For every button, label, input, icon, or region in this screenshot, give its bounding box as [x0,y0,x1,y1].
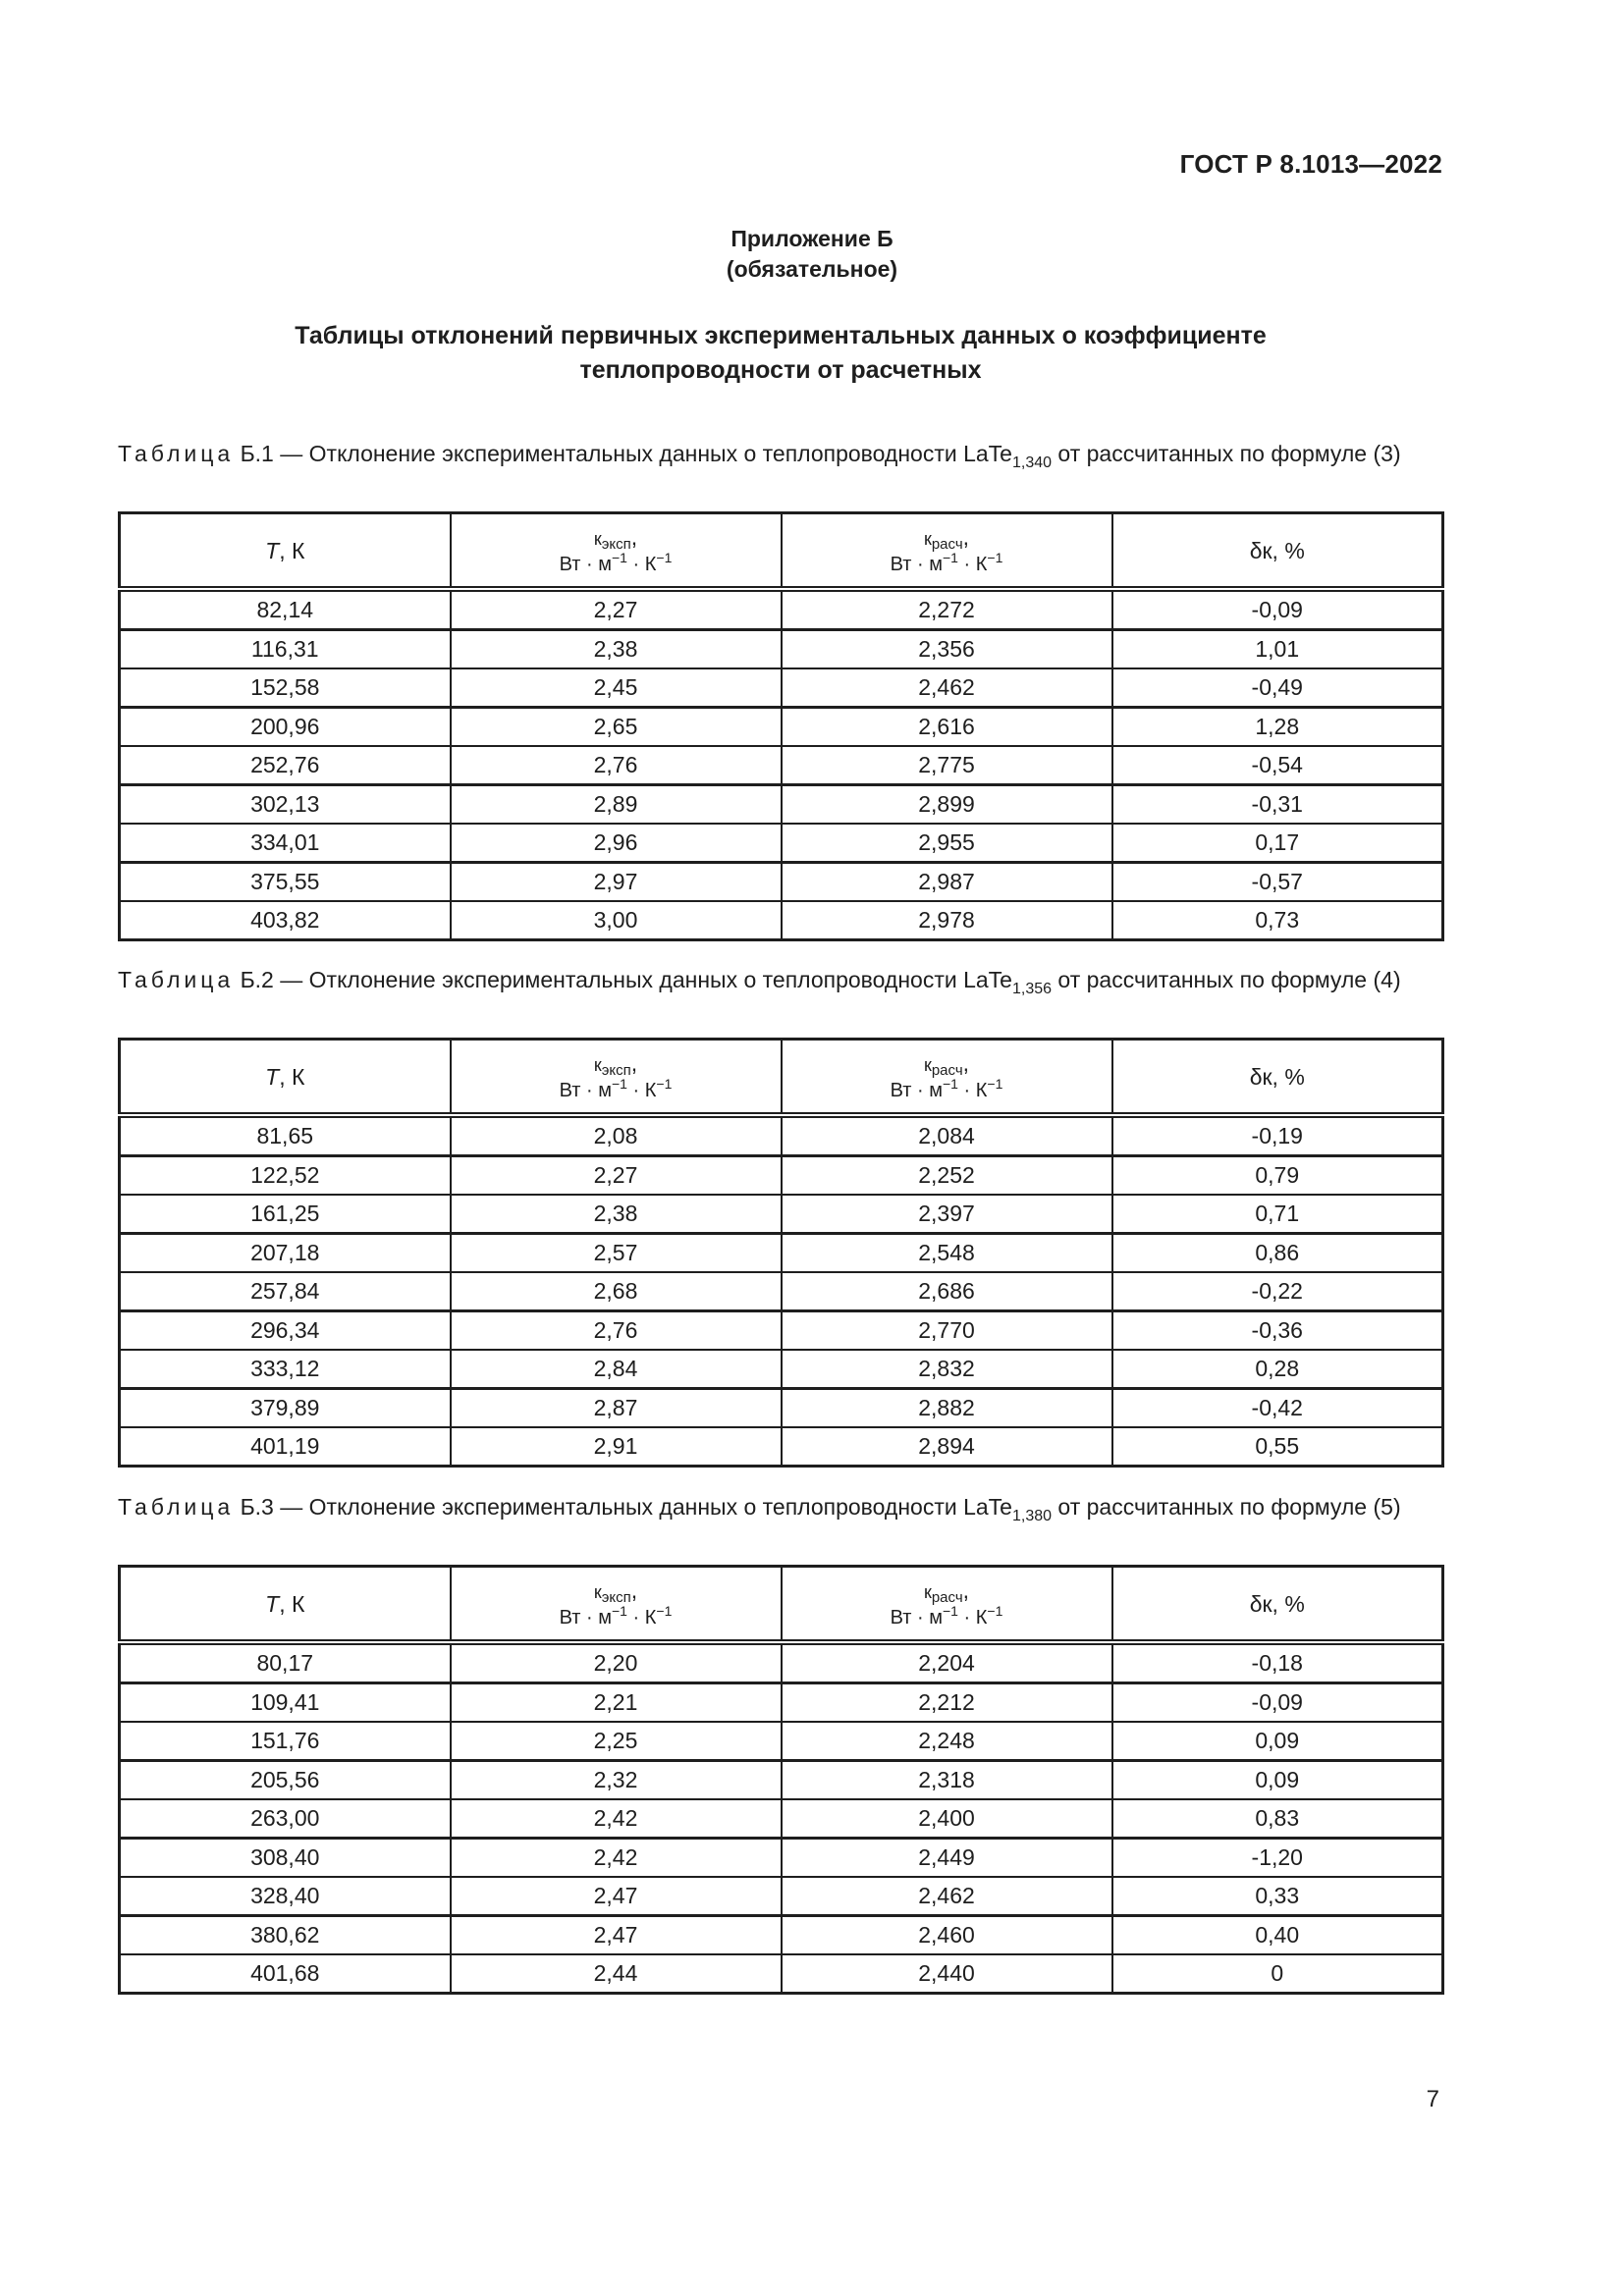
page-number: 7 [1426,2086,1439,2112]
cell-k-exp: 2,89 [451,785,782,825]
cell-deviation: 0,73 [1112,901,1443,940]
cell-temperature: 82,14 [120,589,451,630]
cell-k-exp: 2,38 [451,630,782,669]
cell-k-calc: 2,462 [782,668,1112,708]
table-row [120,589,1443,630]
table-row [120,1115,1443,1156]
table-label: Таблица [118,441,235,466]
caption-subscript: 1,380 [1011,1508,1053,1524]
cell-k-exp: 2,97 [451,863,782,902]
cell-deviation: -0,54 [1112,746,1443,785]
cell-k-calc: 2,955 [782,824,1112,863]
cell-k-calc: 2,449 [782,1839,1112,1878]
cell-k-exp: 2,57 [451,1234,782,1273]
cell-k-calc: 2,204 [782,1642,1112,1683]
cell-k-exp: 2,87 [451,1389,782,1428]
cell-temperature: 328,40 [120,1877,451,1916]
cell-k-exp: 2,76 [451,1311,782,1351]
cell-deviation: 0,09 [1112,1761,1443,1800]
cell-k-calc: 2,460 [782,1916,1112,1955]
cell-deviation: 1,01 [1112,630,1443,669]
column-header-deviation: δк, % [1112,513,1443,590]
cell-deviation: 0,55 [1112,1427,1443,1467]
cell-deviation: -1,20 [1112,1839,1443,1878]
table-row [120,1389,1443,1428]
cell-temperature: 334,01 [120,824,451,863]
caption-subscript: 1,340 [1011,454,1053,471]
cell-k-calc: 2,978 [782,901,1112,940]
table-row [120,1427,1443,1467]
column-header-deviation: δк, % [1112,1567,1443,1643]
table-row [120,1234,1443,1273]
cell-k-calc: 2,832 [782,1350,1112,1389]
cell-temperature: 151,76 [120,1722,451,1761]
table-header-row [120,1567,1443,1643]
table-row [120,1916,1443,1955]
cell-k-exp: 2,20 [451,1642,782,1683]
cell-k-exp: 2,08 [451,1115,782,1156]
cell-temperature: 161,25 [120,1195,451,1234]
cell-deviation: -0,19 [1112,1115,1443,1156]
table-row [120,1839,1443,1878]
table-row [120,1272,1443,1311]
cell-k-exp: 2,27 [451,1156,782,1196]
cell-temperature: 252,76 [120,746,451,785]
cell-k-calc: 2,084 [782,1115,1112,1156]
document-code: ГОСТ Р 8.1013—2022 [1179,149,1442,179]
table-b3 [118,1565,1444,1995]
caption-text: — Отклонение экспериментальных данных о теплопроводности LaTe [273,1494,1012,1520]
table-row [120,901,1443,940]
cell-k-exp: 2,44 [451,1954,782,1994]
cell-k-exp: 2,76 [451,746,782,785]
cell-temperature: 296,34 [120,1311,451,1351]
cell-k-exp: 2,42 [451,1839,782,1878]
cell-k-calc: 2,356 [782,630,1112,669]
caption-text: — Отклонение экспериментальных данных о теплопроводности LaTe [273,967,1012,992]
column-header-k-calc: $к_{расч}$, Вт · $м^{-1} \cdot К^{-1}$ [782,513,1112,590]
cell-deviation: 0,83 [1112,1799,1443,1839]
column-header-k-calc: $к_{расч}$, Вт · $м^{-1} \cdot К^{-1}$ [782,1567,1112,1643]
caption-subscript: 1,356 [1011,981,1053,997]
cell-deviation: 0 [1112,1954,1443,1994]
table-row [120,1350,1443,1389]
cell-deviation: 0,17 [1112,824,1443,863]
page-title [118,319,1443,388]
caption-text-end: от рассчитанных по формуле (5) [1052,1494,1401,1520]
cell-temperature: 80,17 [120,1642,451,1683]
cell-deviation: -0,18 [1112,1642,1443,1683]
table-row [120,630,1443,669]
cell-temperature: 109,41 [120,1683,451,1723]
table-number: Б.3 [240,1494,274,1520]
table-body [120,589,1443,940]
cell-k-exp: 2,47 [451,1877,782,1916]
column-header-k-exp: $к_{эксп}$, Вт · $м^{-1} \cdot К^{-1}$ [451,1567,782,1643]
table-label: Таблица [118,1494,235,1520]
cell-temperature: 379,89 [120,1389,451,1428]
table-body [120,1115,1443,1467]
caption-text: — Отклонение экспериментальных данных о теплопроводности LaTe [273,441,1012,466]
cell-deviation: -0,36 [1112,1311,1443,1351]
column-header-temperature: T, К [120,1040,451,1116]
appendix-heading [0,224,1624,285]
cell-deviation: 0,86 [1112,1234,1443,1273]
cell-k-exp: 2,84 [451,1350,782,1389]
cell-k-calc: 2,548 [782,1234,1112,1273]
cell-k-calc: 2,462 [782,1877,1112,1916]
cell-k-calc: 2,882 [782,1389,1112,1428]
table-caption-b3 [118,1492,1443,1522]
column-header-k-exp: $к_{эксп}$, Вт · $м^{-1} \cdot К^{-1}$ [451,513,782,590]
cell-deviation: -0,49 [1112,668,1443,708]
table-row [120,1156,1443,1196]
caption-text-end: от рассчитанных по формуле (4) [1052,967,1401,992]
cell-deviation: -0,09 [1112,1683,1443,1723]
cell-k-exp: 2,21 [451,1683,782,1723]
cell-k-calc: 2,894 [782,1427,1112,1467]
cell-k-exp: 2,42 [451,1799,782,1839]
cell-k-calc: 2,248 [782,1722,1112,1761]
cell-deviation: -0,09 [1112,589,1443,630]
cell-temperature: 403,82 [120,901,451,940]
table-number: Б.1 [240,441,274,466]
cell-temperature: 263,00 [120,1799,451,1839]
table-row [120,1954,1443,1994]
appendix-title: Приложение Б [731,226,893,251]
cell-k-calc: 2,212 [782,1683,1112,1723]
cell-k-exp: 2,45 [451,668,782,708]
cell-k-calc: 2,400 [782,1799,1112,1839]
cell-deviation: 0,40 [1112,1916,1443,1955]
cell-k-calc: 2,252 [782,1156,1112,1196]
table-row [120,1311,1443,1351]
table-header-row [120,1040,1443,1116]
cell-k-exp: 2,47 [451,1916,782,1955]
cell-temperature: 308,40 [120,1839,451,1878]
cell-temperature: 205,56 [120,1761,451,1800]
cell-deviation: -0,22 [1112,1272,1443,1311]
cell-temperature: 401,19 [120,1427,451,1467]
cell-k-calc: 2,987 [782,863,1112,902]
cell-k-exp: 2,65 [451,708,782,747]
cell-temperature: 200,96 [120,708,451,747]
table-header-row [120,513,1443,590]
table-row [120,1642,1443,1683]
table-row [120,1799,1443,1839]
cell-k-exp: 2,27 [451,589,782,630]
table-body [120,1642,1443,1994]
cell-deviation: 0,28 [1112,1350,1443,1389]
cell-deviation: -0,31 [1112,785,1443,825]
table-caption-b1 [118,439,1443,471]
column-header-temperature: T, К [120,513,451,590]
column-header-k-exp: $к_{эксп}$, Вт · $м^{-1} \cdot К^{-1}$ [451,1040,782,1116]
table-row [120,1683,1443,1723]
table-row [120,708,1443,747]
cell-k-exp: 2,25 [451,1722,782,1761]
cell-temperature: 81,65 [120,1115,451,1156]
cell-temperature: 257,84 [120,1272,451,1311]
cell-temperature: 302,13 [120,785,451,825]
table-row [120,746,1443,785]
cell-temperature: 122,52 [120,1156,451,1196]
cell-temperature: 116,31 [120,630,451,669]
cell-temperature: 207,18 [120,1234,451,1273]
table-row [120,1877,1443,1916]
column-header-temperature: T, К [120,1567,451,1643]
table-row [120,1761,1443,1800]
cell-k-calc: 2,899 [782,785,1112,825]
cell-temperature: 401,68 [120,1954,451,1994]
cell-deviation: -0,57 [1112,863,1443,902]
cell-temperature: 380,62 [120,1916,451,1955]
cell-k-exp: 2,32 [451,1761,782,1800]
table-row [120,668,1443,708]
table-b1 [118,511,1444,941]
cell-k-exp: 2,38 [451,1195,782,1234]
cell-k-calc: 2,397 [782,1195,1112,1234]
cell-k-calc: 2,616 [782,708,1112,747]
cell-deviation: -0,42 [1112,1389,1443,1428]
cell-k-calc: 2,440 [782,1954,1112,1994]
cell-temperature: 375,55 [120,863,451,902]
cell-temperature: 333,12 [120,1350,451,1389]
cell-k-calc: 2,318 [782,1761,1112,1800]
page-title-line-2: теплопроводности от расчетных [579,356,982,384]
column-header-deviation: δк, % [1112,1040,1443,1116]
table-row [120,824,1443,863]
cell-k-exp: 2,68 [451,1272,782,1311]
cell-deviation: 0,33 [1112,1877,1443,1916]
page-title-line-1: Таблицы отклонений первичных экспериментальных данных о коэффициенте [295,322,1267,349]
table-number: Б.2 [240,967,274,992]
table-row [120,863,1443,902]
cell-k-calc: 2,272 [782,589,1112,630]
cell-deviation: 0,09 [1112,1722,1443,1761]
cell-deviation: 0,71 [1112,1195,1443,1234]
cell-k-exp: 2,96 [451,824,782,863]
table-row [120,1722,1443,1761]
cell-k-calc: 2,775 [782,746,1112,785]
cell-k-calc: 2,770 [782,1311,1112,1351]
cell-k-exp: 2,91 [451,1427,782,1467]
cell-temperature: 152,58 [120,668,451,708]
table-label: Таблица [118,967,235,992]
cell-k-exp: 3,00 [451,901,782,940]
cell-deviation: 0,79 [1112,1156,1443,1196]
cell-k-calc: 2,686 [782,1272,1112,1311]
column-header-k-calc: $к_{расч}$, Вт · $м^{-1} \cdot К^{-1}$ [782,1040,1112,1116]
table-b2 [118,1038,1444,1468]
appendix-status: (обязательное) [726,256,898,282]
caption-text-end: от рассчитанных по формуле (3) [1052,441,1401,466]
cell-deviation: 1,28 [1112,708,1443,747]
table-caption-b2 [118,965,1443,997]
table-row [120,785,1443,825]
table-row [120,1195,1443,1234]
